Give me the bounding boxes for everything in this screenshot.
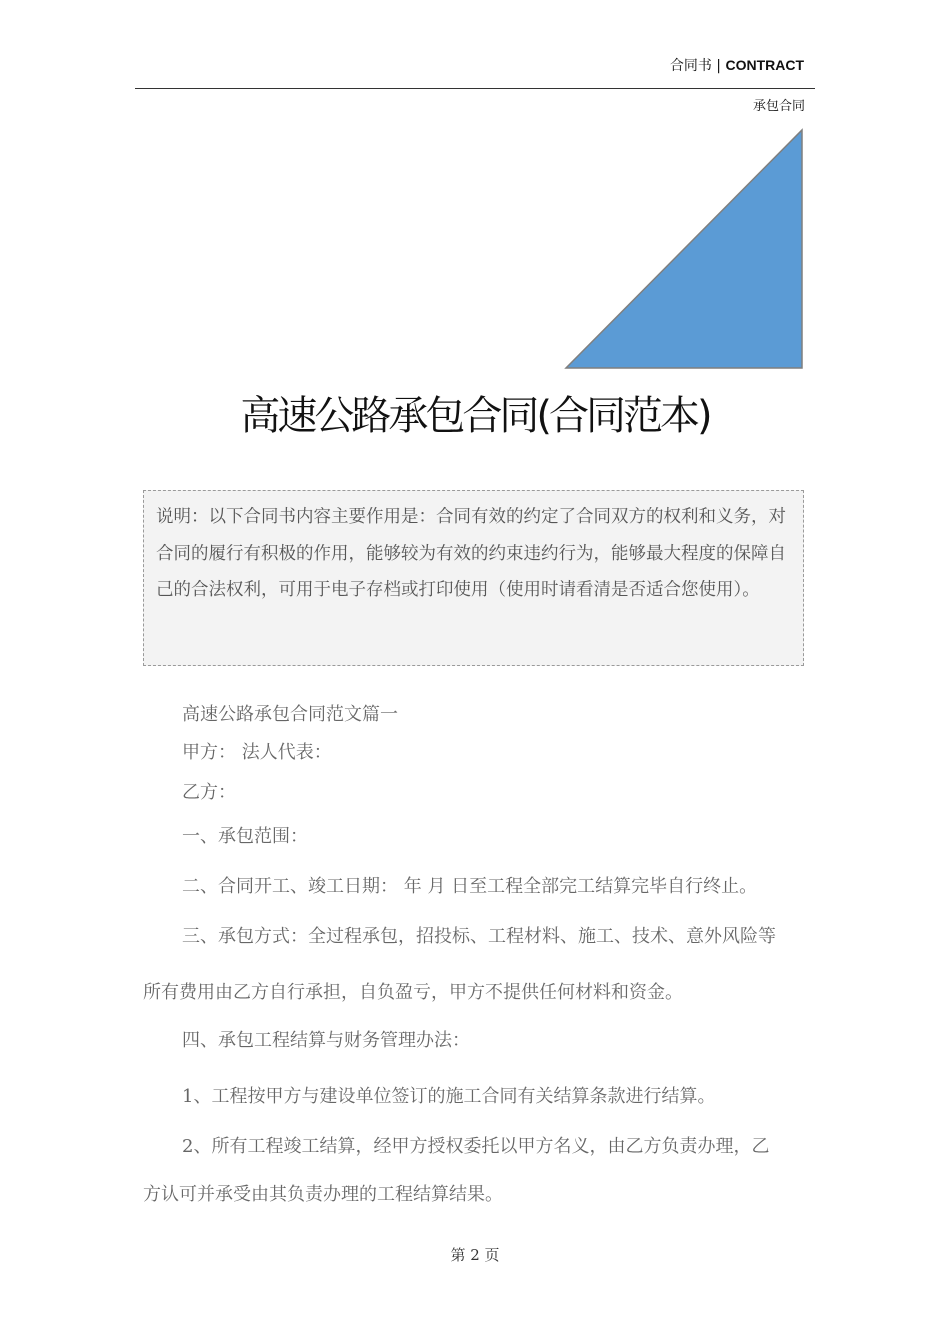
section-heading: 高速公路承包合同范文篇一 bbox=[182, 704, 398, 725]
header-title-cn: 合同书 | bbox=[669, 58, 726, 74]
blue-triangle-icon bbox=[564, 128, 804, 370]
document-title: 高速公路承包合同(合同范本) bbox=[240, 393, 710, 439]
item-2-line-2: 方认可并承受由其负责办理的工程结算结果。 bbox=[143, 1184, 503, 1205]
clause-1: 一、承包范围： bbox=[182, 826, 308, 847]
item-2-text: 、所有工程竣工结算，经甲方授权委托以甲方名义，由乙方负责办理，乙 bbox=[193, 1136, 770, 1157]
clause-3-line-2: 所有费用由乙方自行承担，自负盈亏，甲方不提供任何材料和资金。 bbox=[143, 982, 683, 1003]
clause-2: 二、合同开工、竣工日期： 年 月 日至工程全部完工结算完毕自行终止。 bbox=[182, 876, 758, 897]
clause-3-line-1: 三、承包方式：全过程承包，招投标、工程材料、施工、技术、意外风险等 bbox=[182, 926, 776, 947]
item-2-line-1 bbox=[182, 1132, 822, 1158]
page-number: 第 2 页 bbox=[450, 1246, 500, 1264]
item-1-number: 1 bbox=[182, 1086, 194, 1107]
triangle-shape bbox=[566, 130, 802, 368]
header-divider bbox=[135, 88, 815, 89]
party-a-line: 甲方： 法人代表： bbox=[182, 742, 332, 763]
item-1 bbox=[182, 1082, 822, 1108]
clause-4: 四、承包工程结算与财务管理办法： bbox=[182, 1030, 470, 1051]
item-1-text: 、工程按甲方与建设单位签订的施工合同有关结算条款进行结算。 bbox=[193, 1086, 716, 1107]
header-subtitle: 承包合同 bbox=[752, 99, 805, 114]
notice-box: 说明：以下合同书内容主要作用是：合同有效的约定了合同双方的权利和义务，对合同的履行有积极的作用，能够较为有效的约束违约行为，能够最大程度的保障自己的合法权利，可用于电子存档或打印使用（使用时请看清是否适合您使用）。 bbox=[143, 490, 804, 666]
header-title-en: CONTRACT bbox=[725, 57, 804, 73]
header-title bbox=[670, 55, 804, 75]
item-2-number: 2 bbox=[182, 1136, 194, 1157]
party-b-line: 乙方： bbox=[182, 782, 236, 803]
